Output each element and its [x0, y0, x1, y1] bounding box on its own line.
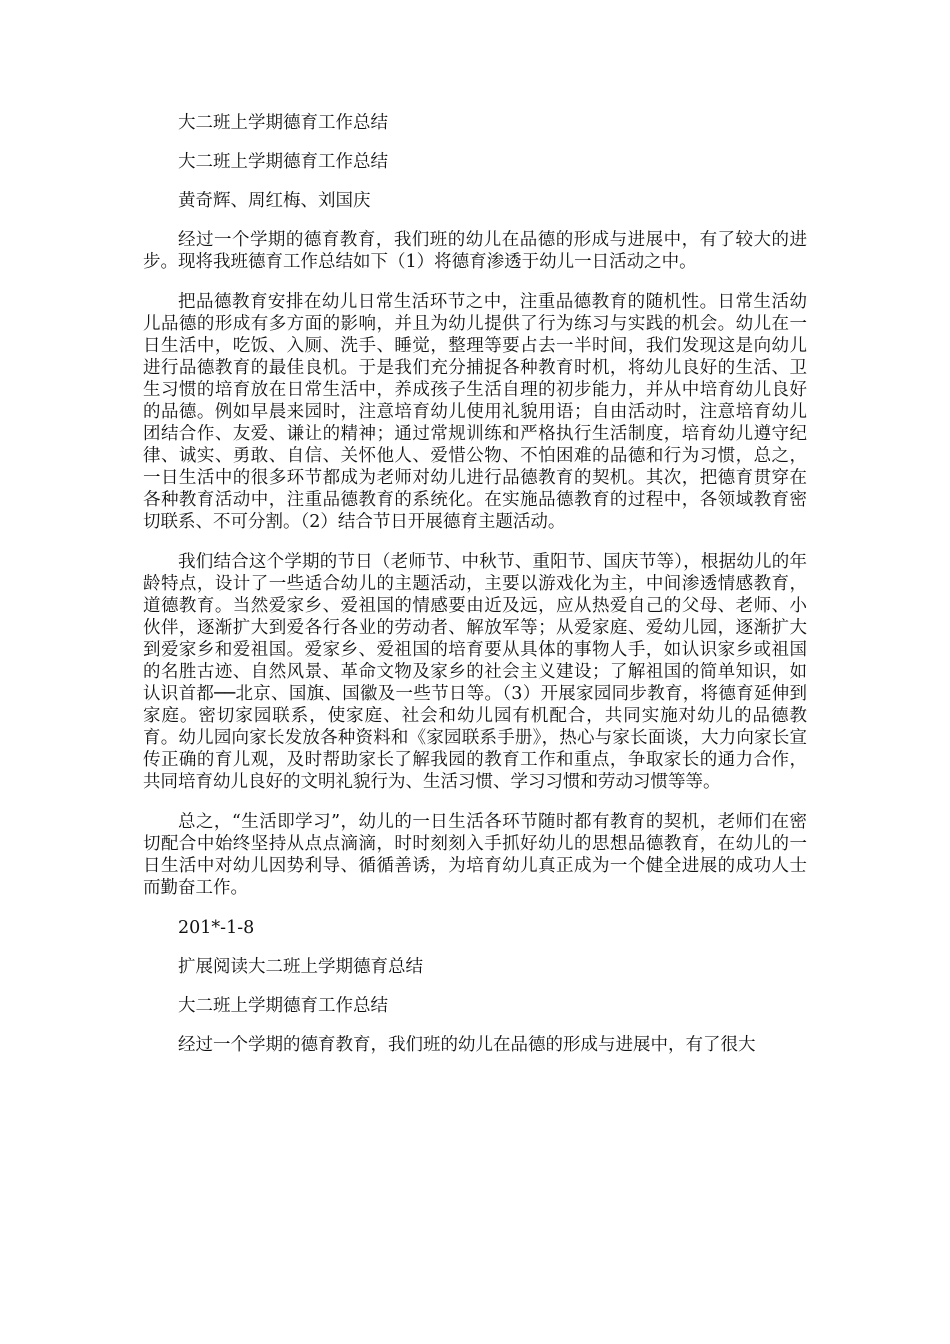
document-body	[143, 112, 807, 1074]
document-date: 201*-1-8	[178, 918, 255, 938]
document-title: 大二班上学期德育工作总结	[178, 113, 388, 133]
paragraph-daily-life: 把品德教育安排在幼儿日常生活环节之中，注重品德教育的随机性。日常生活幼儿品德的形成有多方面的影响，并且为幼儿提供了行为练习与实践的机会。幼儿在一日生活中，吃饭、入厕、洗手、睡觉，整理等要占去一半时间，我们发现这是向幼儿进行品德教育的最佳良机。于是我们充分捕捉各种教育时机，将幼儿良好的生活、卫生习惯的培育放在日常生活中，养成孩子生活自理的初步能力，并从中培育幼儿良好的品德。例如早晨来园时，注意培育幼儿使用礼貌用语；自由活动时，注意培育幼儿团结合作、友爱、谦让的精神；通过常规训练和严格执行生活制度，培育幼儿遵守纪律、诚实、勇敢、自信、关怀他人、爱惜公物、不怕困难的品德和行为习惯，总之，一日生活中的很多环节都成为老师对幼儿进行品德教育的契机。其次，把德育贯穿在各种教育活动中，注重品德教育的系统化。在实施品德教育的过程中，各领域教育密切联系、不可分割。（2）结合节日开展德育主题活动。	[143, 292, 807, 532]
paragraph-conclusion: 总之，“生活即学习”，幼儿的一日生活各环节随时都有教育的契机，老师们在密切配合中始终坚持从点点滴滴，时时刻刻入手抓好幼儿的思想品德教育，在幼儿的一日生活中对幼儿因势利导、循循善诱，为培育幼儿真正成为一个健全进展的成功人士而勤奋工作。	[143, 812, 807, 898]
paragraph-intro: 经过一个学期的德育教育，我们班的幼儿在品德的形成与进展中，有了较大的进步。现将我班德育工作总结如下（1）将德育渗透于幼儿一日活动之中。	[143, 230, 807, 272]
extended-title: 大二班上学期德育工作总结	[178, 996, 388, 1016]
paragraph-festivals: 我们结合这个学期的节日（老师节、中秋节、重阳节、国庆节等），根据幼儿的年龄特点，设计了一些适合幼儿的主题活动，主要以游戏化为主，中间渗透情感教育，道德教育。当然爱家乡、爱祖国的情感要由近及远，应从热爱自己的父母、老师、小伙伴，逐渐扩大到爱各行各业的劳动者、解放军等；从爱家庭、爱幼儿园，逐渐扩大到爱家乡和爱祖国。爱家乡、爱祖国的培育要从具体的事物人手，如认识家乡或祖国的名胜古迹、自然风景、革命文物及家乡的社会主义建设；了解祖国的简单知识，如认识首都──北京、国旗、国徽及一些节日等。（3）开展家园同步教育，将德育延伸到家庭。密切家园联系，使家庭、社会和幼儿园有机配合，共同实施对幼儿的品德教育。幼儿园向家长发放各种资料和《家园联系手册》，热心与家长面谈，大力向家长宣传正确的育儿观，及时帮助家长了解我园的教育工作和重点，争取家长的通力合作，共同培育幼儿良好的文明礼貌行为、生活习惯、学习习惯和劳动习惯等等。	[143, 552, 807, 792]
document-subtitle: 大二班上学期德育工作总结	[178, 152, 388, 172]
paragraph-extended: 经过一个学期的德育教育，我们班的幼儿在品德的形成与进展中，有了很大	[178, 1035, 756, 1055]
extended-reading-heading: 扩展阅读大二班上学期德育总结	[178, 957, 423, 977]
authors-line: 黄奇辉、周红梅、刘国庆	[178, 191, 371, 211]
